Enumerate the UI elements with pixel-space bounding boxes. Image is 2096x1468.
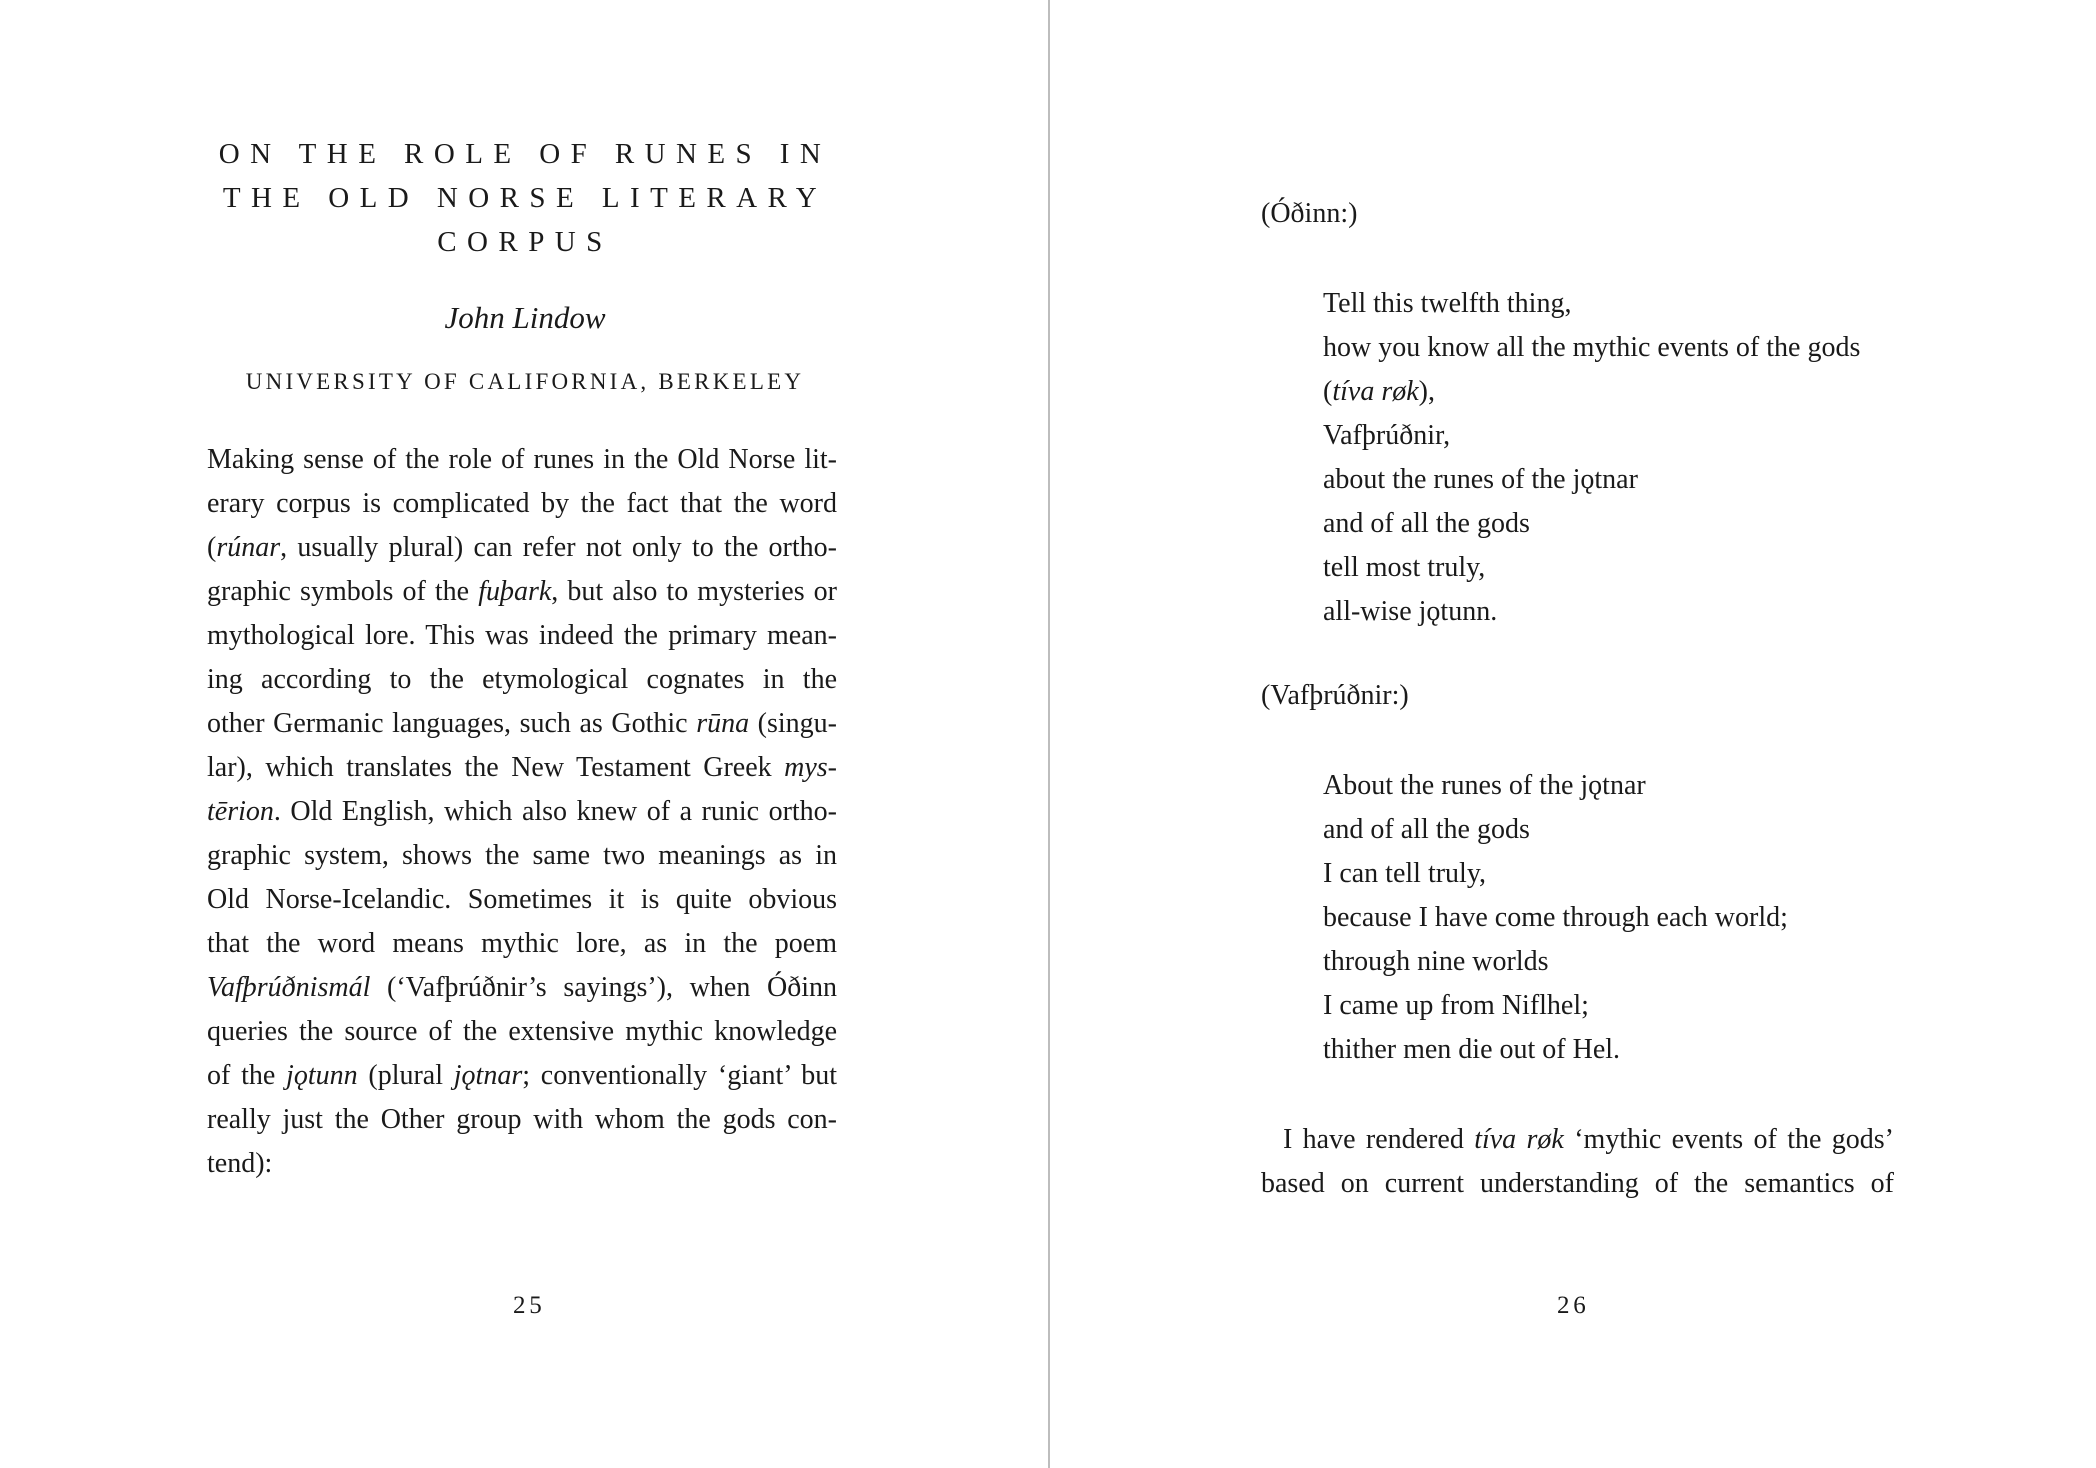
verse-stanza: [1323, 282, 1860, 634]
verse-stanza: [1323, 764, 1788, 1072]
text-run: (: [1323, 376, 1333, 407]
chapter-title-line: THE OLD NORSE LITERARY: [222, 182, 828, 214]
right-page: [1051, 0, 2096, 1468]
text-run: I have rendered: [1283, 1124, 1475, 1155]
text-run: Tell this twelfth thing,: [1323, 288, 1572, 319]
body-line: [207, 570, 837, 614]
italic-term: rúnar: [216, 532, 281, 563]
body-line: [207, 526, 837, 570]
italic-term: mys-: [784, 752, 837, 783]
body-line: [207, 482, 837, 526]
text-run: tend):: [207, 1148, 273, 1179]
text-run: ‘mythic events of the gods’: [1563, 1124, 1895, 1155]
text-run: graphic symbols of the: [207, 576, 479, 607]
italic-term: tērion: [207, 796, 274, 827]
verse-line: [1323, 984, 1788, 1028]
verse-line: [1323, 414, 1860, 458]
verse-line: [1323, 282, 1860, 326]
text-run: About the runes of the jǫtnar: [1323, 770, 1646, 801]
text-run: ),: [1418, 376, 1435, 407]
body-line: [207, 1010, 837, 1054]
text-run: through nine worlds: [1323, 946, 1549, 977]
verse-line: [1323, 940, 1788, 984]
verse-line: [1323, 764, 1788, 808]
verse-line: [1323, 326, 1860, 370]
text-run: really just the Other group with whom the gods con-: [207, 1104, 837, 1135]
text-run: (: [207, 532, 217, 563]
body-line: [207, 1054, 837, 1098]
author-name: John Lindow: [444, 300, 606, 335]
page-number: 25: [513, 1292, 546, 1319]
text-run: (plural: [357, 1060, 454, 1091]
page-gutter-divider: [1048, 0, 1050, 1468]
verse-line: [1323, 370, 1860, 414]
chapter-title: [195, 132, 855, 264]
text-run: lar), which translates the New Testament Greek: [207, 752, 785, 783]
author-affiliation: UNIVERSITY OF CALIFORNIA, BERKELEY: [245, 369, 805, 394]
body-line: [207, 922, 837, 966]
body-line: [207, 1098, 837, 1142]
text-run: , but also to mysteries or: [551, 576, 838, 607]
text-run: queries the source of the extensive mythic knowledge: [207, 1016, 837, 1047]
verse-line: [1323, 1028, 1788, 1072]
text-run: mythological lore. This was indeed the primary mean-: [207, 620, 837, 651]
italic-term: tíva røk: [1332, 376, 1419, 407]
text-run: (singu-: [749, 708, 838, 739]
text-run: , usually plural) can refer not only to the ortho-: [280, 532, 837, 563]
text-run: ; conventionally ‘giant’ but: [522, 1060, 838, 1091]
text-run: Making sense of the role of runes in the Old Norse lit-: [207, 444, 837, 475]
text-run: erary corpus is complicated by the fact that the word: [207, 488, 837, 519]
text-run: graphic system, shows the same two meanings as in: [207, 840, 837, 871]
text-run: and of all the gods: [1323, 814, 1530, 845]
verse-line: [1323, 896, 1788, 940]
italic-term: jǫtnar: [453, 1060, 523, 1091]
body-line: [207, 702, 837, 746]
body-line: [207, 834, 837, 878]
body-line: [207, 790, 837, 834]
italic-term: Vafþrúðnismál: [207, 972, 371, 1003]
text-run: other Germanic languages, such as Gothic: [207, 708, 697, 739]
text-run: of the: [207, 1060, 287, 1091]
text-run: and of all the gods: [1323, 508, 1530, 539]
body-line: [207, 966, 837, 1010]
text-run: I came up from Niflhel;: [1323, 990, 1589, 1021]
body-line: [207, 614, 837, 658]
text-run: . Old English, which also knew of a runic ortho-: [273, 796, 837, 827]
text-run: tell most truly,: [1323, 552, 1486, 583]
text-run: that the word means mythic lore, as in the poem: [207, 928, 837, 959]
verse-line: [1323, 808, 1788, 852]
page-number: 26: [1557, 1292, 1590, 1319]
italic-term: fuþark: [478, 576, 552, 607]
verse-line: [1323, 590, 1860, 634]
body-line: [1261, 1162, 1894, 1206]
body-line: [207, 1142, 837, 1186]
text-run: because I have come through each world;: [1323, 902, 1788, 933]
text-run: I can tell truly,: [1323, 858, 1487, 889]
verse-line: [1323, 546, 1860, 590]
text-run: thither men die out of Hel.: [1323, 1034, 1621, 1065]
text-run: how you know all the mythic events of the gods: [1323, 332, 1861, 363]
body-paragraph: [1261, 1118, 1894, 1206]
speaker-label-odinn: (Óðinn:): [1261, 198, 1358, 229]
italic-term: tíva røk: [1474, 1124, 1564, 1155]
body-line: [1261, 1118, 1894, 1162]
body-paragraph: [207, 438, 837, 1186]
text-run: all-wise jǫtunn.: [1323, 596, 1498, 627]
speaker-label-vafthrudnir: (Vafþrúðnir:): [1261, 680, 1409, 711]
chapter-title-line: CORPUS: [437, 226, 613, 258]
text-run: (‘Vafþrúðnir’s sayings’), when Óðinn: [370, 972, 837, 1003]
body-line: [207, 746, 837, 790]
body-line: [207, 658, 837, 702]
verse-line: [1323, 458, 1860, 502]
text-run: ing according to the etymological cognates in the: [207, 664, 837, 695]
text-run: Vafþrúðnir,: [1323, 420, 1451, 451]
text-run: about the runes of the jǫtnar: [1323, 464, 1638, 495]
text-run: based on current understanding of the semantics of: [1261, 1168, 1894, 1199]
text-run: Old Norse-Icelandic. Sometimes it is quite obvious: [207, 884, 837, 915]
body-line: [207, 878, 837, 922]
italic-term: rūna: [696, 708, 750, 739]
verse-line: [1323, 502, 1860, 546]
body-line: [207, 438, 837, 482]
italic-term: jǫtunn: [286, 1060, 358, 1091]
verse-line: [1323, 852, 1788, 896]
chapter-title-line: ON THE ROLE OF RUNES IN: [218, 138, 832, 170]
